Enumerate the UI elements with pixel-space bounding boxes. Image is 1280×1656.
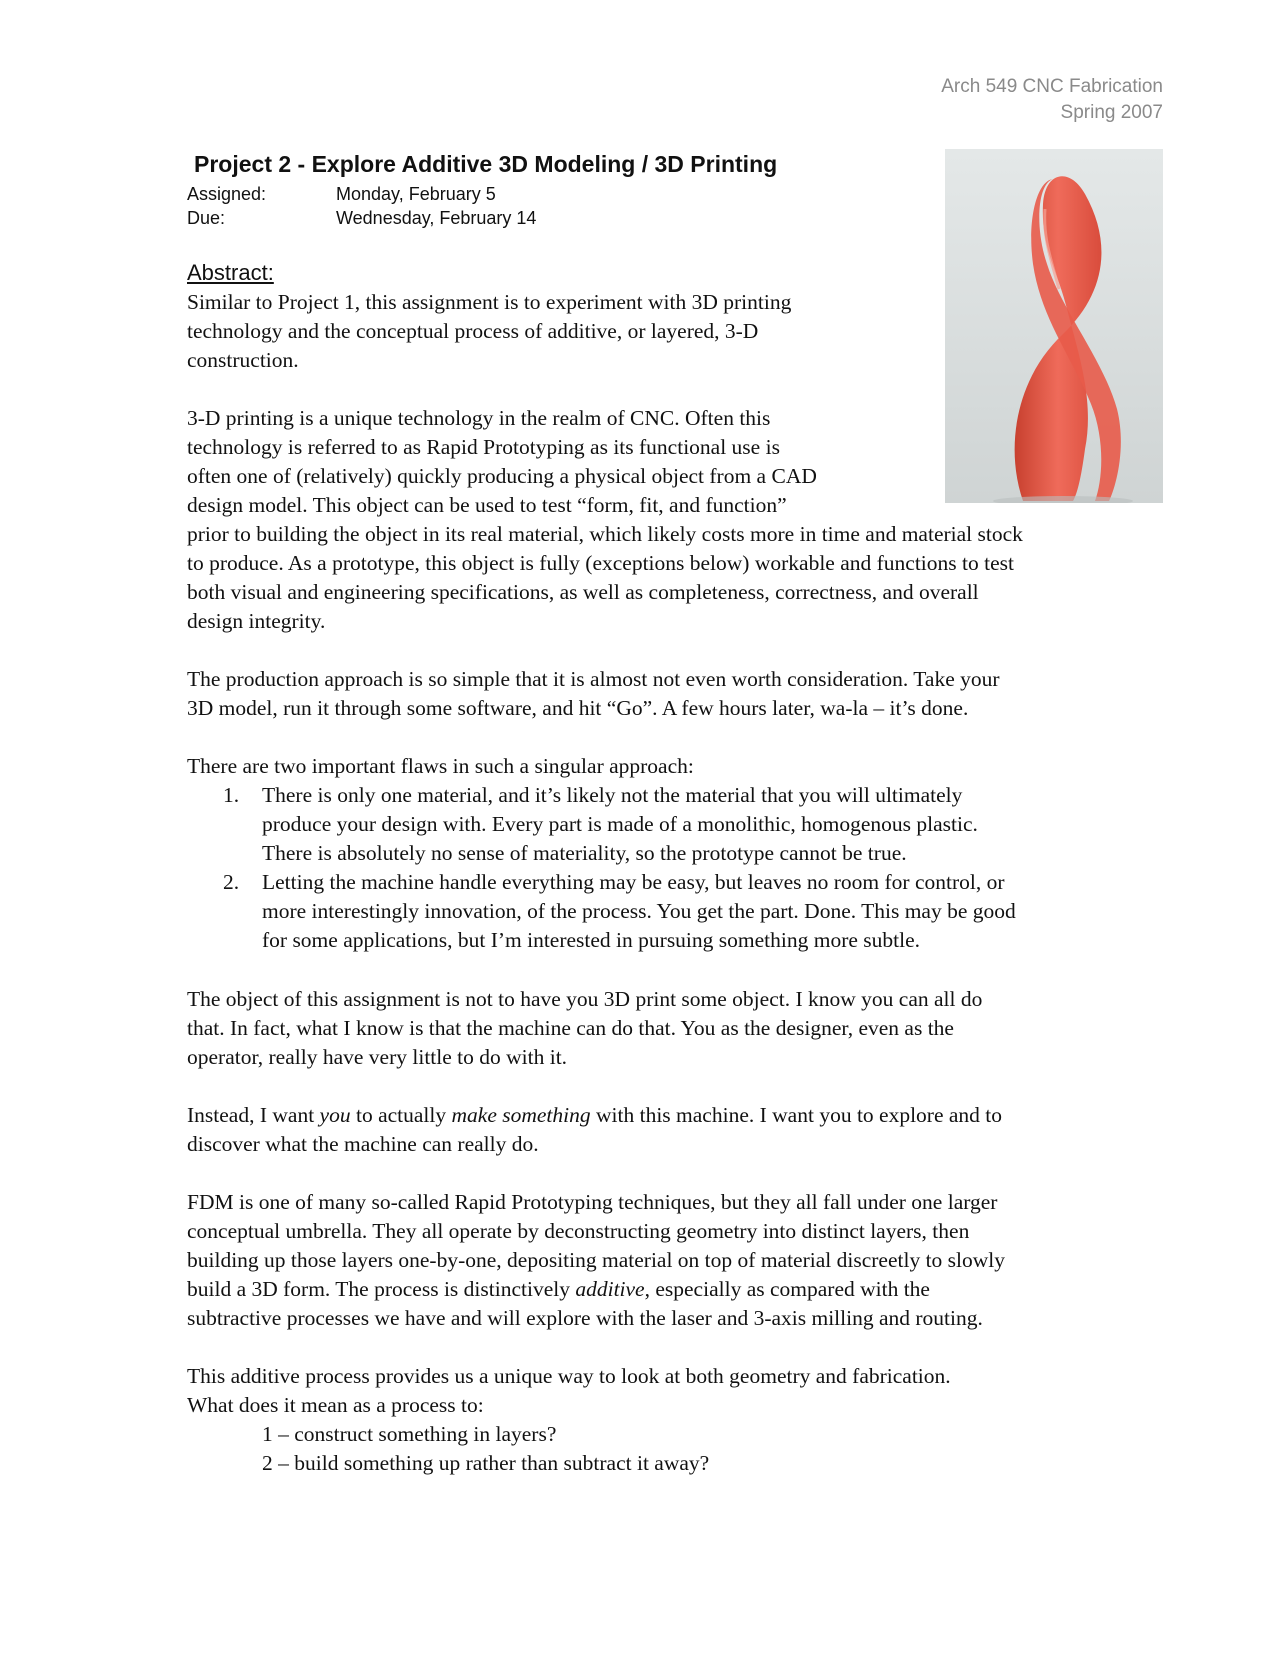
abstract-heading: Abstract: <box>187 260 274 285</box>
due-row <box>187 206 536 230</box>
list-item: 1 – construct something in layers? <box>262 1422 557 1446</box>
due-label: Due: <box>187 208 226 228</box>
project-title: Project 2 - Explore Additive 3D Modeling / 3D Printing <box>194 151 778 177</box>
list-item: 2 – build something up rather than subtract it away? <box>262 1451 710 1475</box>
assigned-label: Assigned: <box>187 184 267 204</box>
questions-list <box>262 1420 709 1478</box>
course-term: Spring 2007 <box>1060 102 1163 123</box>
flaws-list <box>223 781 1016 955</box>
due-date: Wednesday, February 14 <box>336 208 537 228</box>
list-item: 2. Letting the machine handle everything may be easy, but leaves no room for control, or more interestingly innovation, of the process. You get the part. Done. This may be good for some applications, but I’m interested in pursuing something more subtle. <box>223 870 1016 952</box>
paragraph-object: The object of this assignment is not to have you 3D print some object. I know you can all do that. In fact, what I know is that the machine can do that. You as the designer, even as the operator, really have very little to do with it. <box>187 987 983 1069</box>
paragraph-intro: Similar to Project 1, this assignment is to experiment with 3D printing technology and the conceptual process of additive, or layered, 3-D construction. <box>187 290 792 372</box>
assigned-row <box>187 182 536 206</box>
paragraph-3d-printing: 3-D printing is a unique technology in the realm of CNC. Often this technology is referred to as Rapid Prototyping as its functional use is often one of (relatively) quickly producing a physical object from a CAD design model. This object can be used to test “form, fit, and function” prior to building the object in its real material, which likely costs more in time and material stock to produce. As a prototype, this object is fully (exceptions below) workable and functions to test both visual and engineering specifications, as well as completeness, correctness, and overall design integrity. <box>187 406 1023 633</box>
course-header <box>941 74 1163 126</box>
paragraph-production: The production approach is so simple that it is almost not even worth consideration. Take your 3D model, run it through some software, and hit “Go”. A few hours later, wa-la – it’s done. <box>187 667 1000 720</box>
assigned-date: Monday, February 5 <box>336 184 496 204</box>
paragraph-fdm: FDM is one of many so-called Rapid Prototyping techniques, but they all fall under one larger conceptual umbrella. They all operate by deconstructing geometry into distinct layers, then building up those layers one-by-one, depositing material on top of material discreetly to slowly build a 3D form. The process is distinctively additive, especially as compared with the subtractive processes we have and will explore with the laser and 3-axis milling and routing. <box>187 1190 1006 1330</box>
paragraph-additive: This additive process provides us a unique way to look at both geometry and fabrication. What does it mean as a process to: <box>187 1364 951 1417</box>
list-item: 1. There is only one material, and it’s likely not the material that you will ultimately produce your design with. Every part is made of a monolithic, homogenous plastic. There is absolutely no sense of materiality, so the prototype cannot be true. <box>223 783 978 865</box>
project-dates <box>187 182 536 230</box>
paragraph-instead: Instead, I want you to actually make something with this machine. I want you to explore and to discover what the machine can really do. <box>187 1103 1003 1156</box>
paragraph-flaws-intro: There are two important flaws in such a singular approach: <box>187 754 694 778</box>
course-name: Arch 549 CNC Fabrication <box>941 76 1163 97</box>
